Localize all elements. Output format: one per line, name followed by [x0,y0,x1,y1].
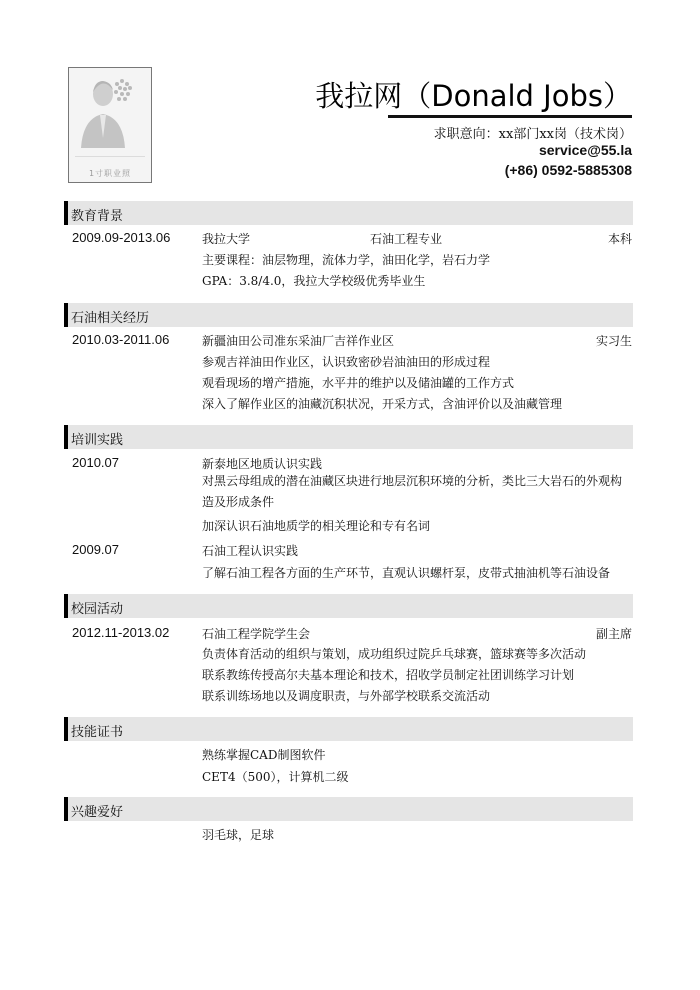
section-training [64,425,633,449]
training-name: 石油工程认识实践 [202,544,299,558]
section-marker [64,717,68,741]
list-item: 负责体育活动的组织与策划，成功组织过院乒乓球赛，篮球赛等多次活动 [202,647,587,661]
list-item: 羽毛球，足球 [202,828,275,842]
campus-date: 2012.11-2013.02 [72,625,170,640]
list-item: 联系训练场地以及调度职责，与外部学校联系交流活动 [202,689,491,703]
list-item: 参观吉祥油田作业区，认识致密砂岩油油田的形成过程 [202,355,491,369]
education-school: 我拉大学 [202,232,251,246]
list-item: 联系教练传授高尔夫基本理论和技术，招收学员制定社团训练学习计划 [202,668,575,682]
list-item: 熟练掌握CAD制图软件 [202,748,326,762]
section-marker [64,425,68,449]
training-name: 新泰地区地质认识实践 [202,457,323,471]
education-major: 石油工程专业 [370,232,443,246]
education-date: 2009.09-2013.06 [72,230,171,245]
job-intent: 求职意向：xx部门xx岗（技术岗） [433,127,632,142]
list-item: 观看现场的增产措施，水平井的维护以及储油罐的工作方式 [202,376,515,390]
education-gpa: GPA：3.8/4.0，我拉大学校级优秀毕业生 [202,274,426,288]
section-marker [64,797,68,821]
section-skills [64,717,633,741]
campus-org: 石油工程学院学生会 [202,627,311,641]
section-title: 教育背景 [71,209,124,224]
education-degree: 本科 [607,232,632,246]
training-date: 2010.07 [72,455,119,470]
section-oil-experience [64,303,633,327]
photo-caption: 1寸职业照 [88,169,132,178]
profile-photo [68,67,152,183]
oil-date: 2010.03-2011.06 [72,332,170,347]
section-marker [64,201,68,225]
section-marker [64,594,68,618]
section-title: 兴趣爱好 [71,805,124,820]
avatar-silhouette-icon [69,68,151,182]
section-marker [64,303,68,327]
oil-role: 实习生 [595,334,632,348]
section-title: 培训实践 [71,433,124,448]
list-item: 深入了解作业区的油藏沉积状况，开采方式，含油评价以及油藏管理 [202,397,563,411]
section-campus [64,594,633,618]
candidate-name: 我拉网（Donald Jobs） [315,79,632,113]
list-item: 了解石油工程各方面的生产环节，直观认识螺杆泵，皮带式抽油机等石油设备 [202,566,611,580]
education-courses: 主要课程：油层物理，流体力学，油田化学，岩石力学 [202,253,491,267]
name-underline [388,115,632,118]
list-item: 对黑云母组成的潜在油藏区块进行地层沉积环境的分析，类比三大岩石的外观构造及形成条件 [202,474,623,509]
section-hobbies [64,797,633,821]
section-title: 技能证书 [71,725,124,740]
list-item: CET4（500），计算机二级 [202,770,349,784]
training-date: 2009.07 [72,542,119,557]
campus-role: 副主席 [595,627,632,641]
list-item: 加深认识石油地质学的相关理论和专有名词 [202,519,431,533]
oil-org: 新疆油田公司准东采油厂吉祥作业区 [202,334,395,348]
email-address: service@55.la [538,142,632,158]
section-education [64,201,633,225]
section-title: 石油相关经历 [71,311,150,326]
section-title: 校园活动 [71,602,124,617]
phone-number: (+86) 0592-5885308 [504,162,632,178]
